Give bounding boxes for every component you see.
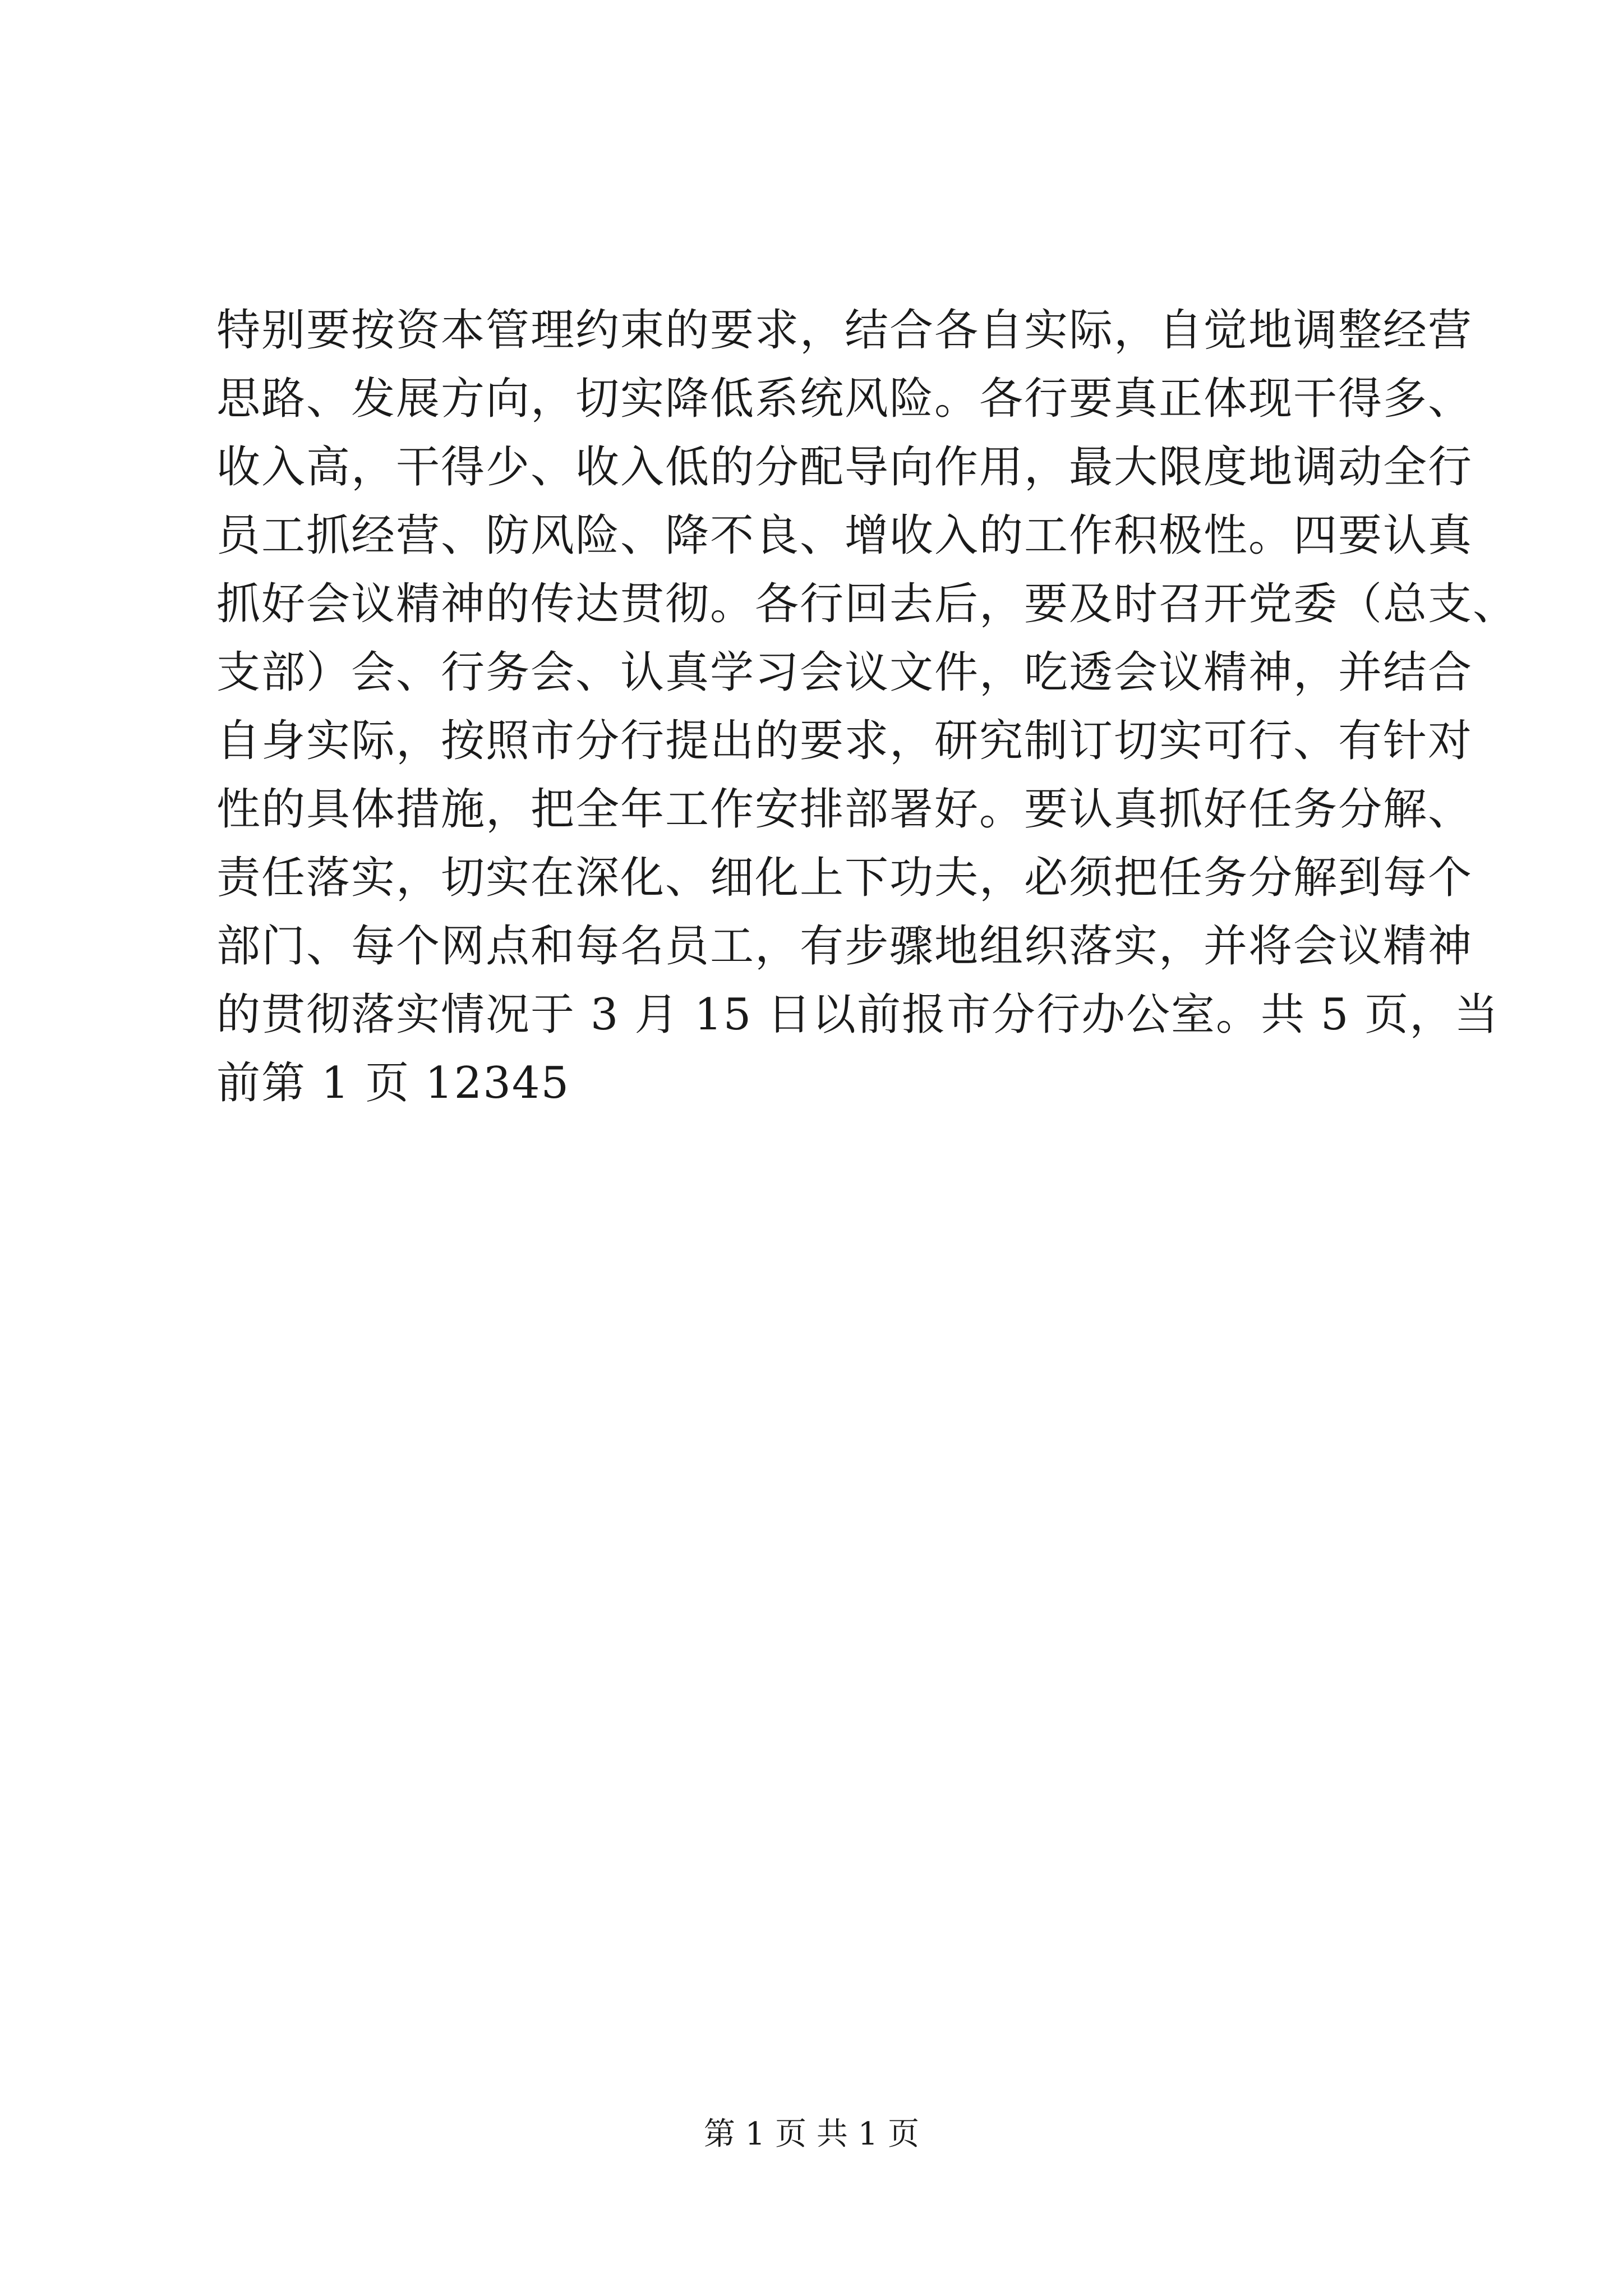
text-line: 特别要按资本管理约束的要求，结合各自实际，自觉地调整经营: [216, 305, 1473, 356]
text-line-last: 前第 1 页 12345: [216, 1058, 570, 1108]
body-paragraph: [216, 296, 1518, 1117]
text-line: 支部）会、行务会、认真学习会议文件，吃透会议精神，并结合: [216, 647, 1473, 698]
text-line: 思路、发展方向，切实降低系统风险。各行要真正体现干得多、: [216, 374, 1473, 424]
text-line: 的贯彻落实情况于 3 月 15 日以前报市分行办公室。共 5 页，当: [216, 990, 1500, 1040]
text-line: 员工抓经营、防风险、降不良、增收入的工作积极性。四要认真: [216, 510, 1473, 561]
text-line: 部门、每个网点和每名员工，有步骤地组织落实，并将会议精神: [216, 921, 1473, 972]
text-line: 责任落实，切实在深化、细化上下功夫，必须把任务分解到每个: [216, 853, 1473, 903]
text-line: 收入高，干得少、收入低的分配导向作用，最大限度地调动全行: [216, 442, 1473, 493]
text-line: 自身实际，按照市分行提出的要求，研究制订切实可行、有针对: [216, 716, 1473, 766]
page-footer: 第 1 页 共 1 页: [703, 2116, 920, 2152]
text-line: 性的具体措施，把全年工作安排部署好。要认真抓好任务分解、: [216, 784, 1473, 835]
text-line: 抓好会议精神的传达贯彻。各行回去后，要及时召开党委（总支、: [216, 579, 1518, 629]
